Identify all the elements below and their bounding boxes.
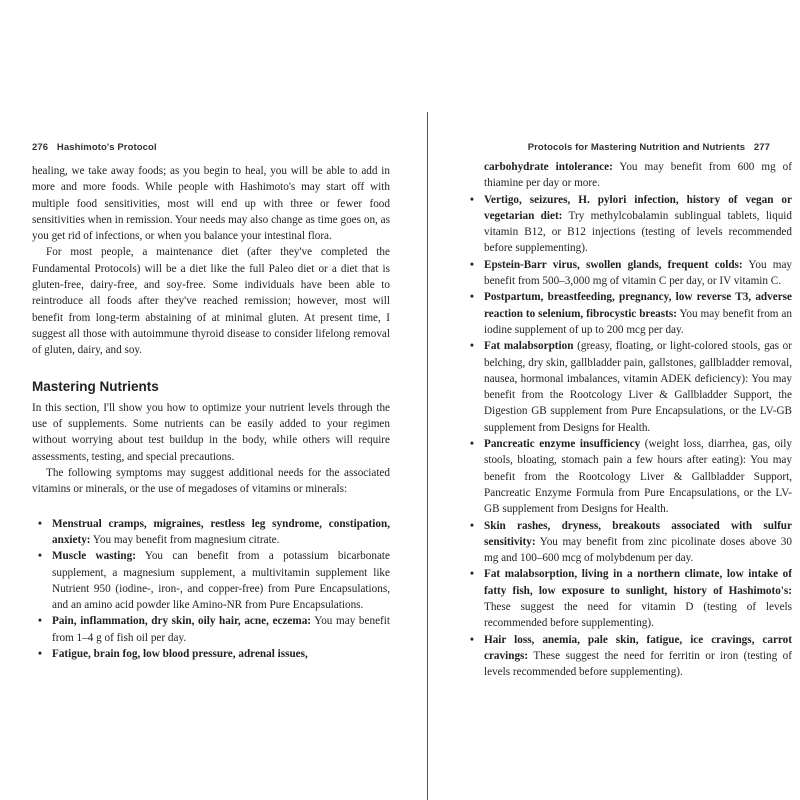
right-page [428, 0, 800, 800]
list-item [36, 646, 390, 662]
symptom-list-right [468, 192, 792, 681]
paragraph: For most people, a maintenance diet (after they've completed the Fundamental Protocols) will be a diet like the full Paleo diet or a diet that is gluten-free, dairy-free, and soy-free. Some individuals have been able to reintroduce all foods after they've reached remission; however, most will benefit from long-term abstaining of at minimal gluten. At present time, I suggest all those with autoimmune thyroid disease to consider lifelong removal of gluten, dairy, and soy. [32, 246, 390, 357]
list-item [468, 566, 792, 631]
list-item-text: You may benefit from 1–4 g of fish oil per day. [52, 615, 390, 644]
list-item-text: (weight loss, diarrhea, gas, oily stools, bloating, stomach pain a few hours after eating): You may benefit from the Rootcology Liver & Gallbladder Support, Pancreatic Enzyme Formula from Pure Encapsulations, or the LV-GB supplement from Designs for Health. [484, 438, 792, 516]
list-item-term: Pain, inflammation, dry skin, oily hair, acne, eczema: [52, 615, 312, 628]
list-item [468, 338, 792, 436]
running-head-right [528, 142, 770, 153]
list-item-term: Fatigue, brain fog, low blood pressure, adrenal issues, [52, 648, 308, 661]
list-item [468, 257, 792, 290]
list-item [468, 518, 792, 567]
list-item-term: Fat malabsorption, living in a northern climate, low intake of fatty fish, low exposure to sunlight, history of Hashimoto's: [484, 568, 792, 597]
paragraph: healing, we take away foods; as you begin to heal, you will be able to add in more and more foods. While people with Hashimoto's may start off with multiple food sensitivities, most will end up with three or fewer food sensitivities when in remission. Your needs may also change as time goes on, as you get rid of infections, or when you balance your intestinal flora. [32, 165, 390, 243]
list-item-text: You may benefit from an iodine supplement of up to 200 mcg per day. [484, 307, 792, 336]
list-item-term: Hair loss, anemia, pale skin, fatigue, ice cravings, carrot cravings: [484, 633, 792, 662]
list-item-text: You can benefit from a potassium bicarbonate supplement, a magnesium supplement, a multivitamin supplement like Nutrient 950 (iodine-, iron-, and copper-free) from Pure Encapsulations, and an amino acid powder like Amino-NR from Pure Encapsulations. [52, 550, 390, 612]
list-item-term: Pancreatic enzyme insufficiency [484, 438, 641, 451]
list-item-term: carbohydrate intolerance: [484, 161, 613, 173]
paragraph: The following symptoms may suggest additional needs for the associated vitamins or minerals, or the use of megadoses of vitamins or minerals: [32, 467, 390, 496]
list-item-term: Muscle wasting: [52, 550, 136, 563]
page-number-left: 276 [32, 142, 49, 153]
left-page-body [32, 163, 390, 662]
list-item-term: Skin rashes, dryness, breakouts associated with sulfur sensitivity: [484, 519, 792, 548]
list-item-term: Epstein-Barr virus, swollen glands, frequent colds: [484, 258, 743, 271]
list-item-term: Fat malabsorption [484, 340, 574, 353]
list-item-text: You may benefit from 600 mg of thiamine per day or more. [484, 161, 792, 190]
list-item-term: Menstrual cramps, migraines, restless leg syndrome, constipation, anxiety: [52, 517, 390, 546]
running-head-left [32, 142, 157, 153]
list-item [468, 192, 792, 257]
list-item-term: Vertigo, seizures, H. pylori infection, history of vegan or vegetarian diet: [484, 193, 792, 222]
list-item-text: Try methylcobalamin sublingual tablets, liquid vitamin B12, or B12 injections (testing of levels recommended before supplementing). [484, 209, 792, 255]
list-item [468, 436, 792, 517]
page-number-right: 277 [753, 142, 770, 153]
list-item-text: These suggest the need for vitamin D (testing of levels recommended before supplementing). [484, 601, 792, 630]
symptom-list-left [32, 516, 390, 663]
right-page-body [468, 159, 792, 681]
section-heading: Mastering Nutrients [32, 378, 159, 394]
list-item-text: You may benefit from magnesium citrate. [90, 533, 280, 546]
list-item [36, 516, 390, 549]
list-item-text: These suggest the need for ferritin or iron (testing of levels recommended before supplementing). [484, 649, 792, 679]
list-item [36, 613, 390, 646]
list-item-text: You may benefit from zinc picolinate doses above 30 mg and 100–600 mcg of molybdenum per day. [484, 535, 792, 565]
list-item [468, 289, 792, 338]
list-item [468, 632, 792, 681]
running-head-title-left: Hashimoto's Protocol [56, 142, 157, 153]
list-item-continuation [468, 159, 792, 192]
running-head-title-right: Protocols for Mastering Nutrition and Nutrients [527, 142, 746, 153]
list-item-term: Postpartum, breastfeeding, pregnancy, low reverse T3, adverse reaction to selenium, fibrocystic breasts: [484, 291, 792, 320]
list-item [36, 548, 390, 613]
list-item-text: You may benefit from 500–3,000 mg of vitamin C per day, or IV vitamin C. [484, 258, 792, 288]
list-item-text: (greasy, floating, or light-colored stools, gas or belching, dry skin, gallbladder pain, gallstones, gallbladder removal, nausea, hormonal imbalances, vitamin ADEK deficiency): You may benefit from the Rootcology Liver & Gallbladder Support, the Digestion GB supplement from Pure Encapsulations, or the LV-GB supplement from Designs for Health. [484, 340, 792, 434]
paragraph: In this section, I'll show you how to optimize your nutrient levels through the use of supplements. Some nutrients can be easily added to your regimen without worrying about test buildup in the body, while others will require assessments, testing, and special precautions. [32, 401, 390, 463]
